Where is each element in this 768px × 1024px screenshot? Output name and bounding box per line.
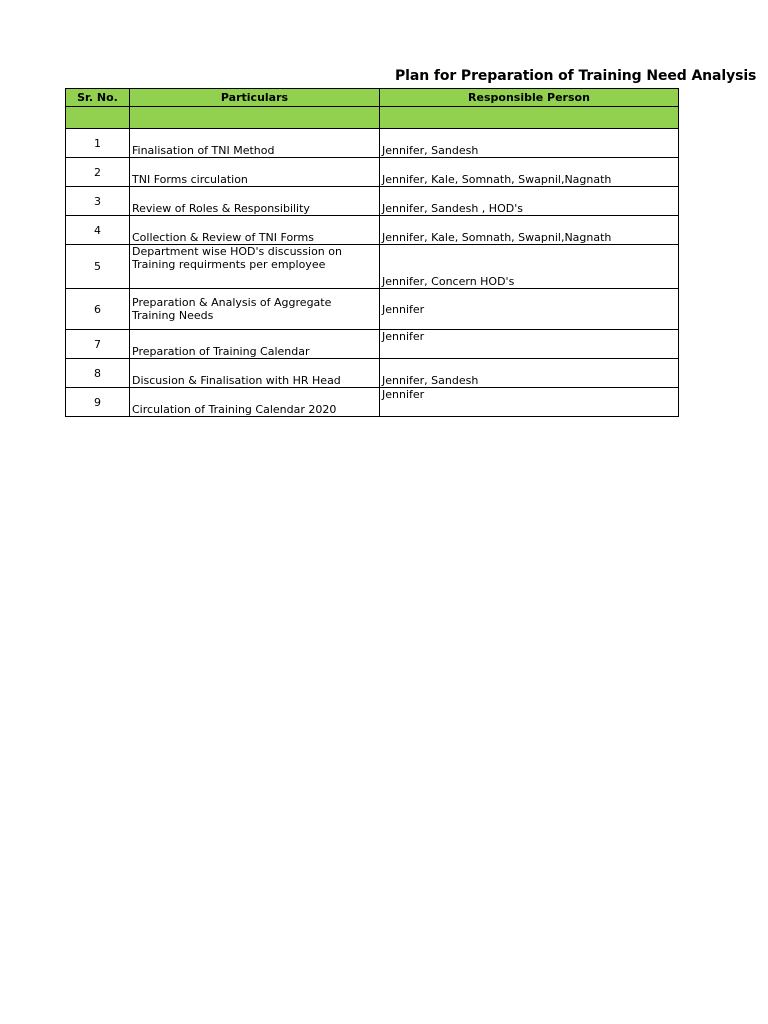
particulars-cell: Review of Roles & Responsibility (130, 187, 380, 216)
header-sr-no: Sr. No. (66, 89, 130, 107)
particulars-cell: TNI Forms circulation (130, 158, 380, 187)
spacer-cell (380, 107, 679, 129)
responsible-cell: Jennifer (380, 289, 679, 330)
table-row (66, 330, 679, 359)
responsible-cell: Jennifer (380, 388, 679, 417)
particulars-cell (130, 245, 380, 289)
table-row (66, 187, 679, 216)
table-row (66, 359, 679, 388)
page-title: Plan for Preparation of Training Need Analysis (395, 68, 757, 84)
particulars-cell: Finalisation of TNI Method (130, 129, 380, 158)
particulars-cell: Preparation of Training Calendar (130, 330, 380, 359)
particulars-text: Department wise HOD's discussion on Training requirments per employee (132, 245, 342, 271)
sr-no-cell: 8 (66, 359, 130, 388)
training-plan-table (65, 88, 679, 417)
spacer-cell (66, 107, 130, 129)
table-row (66, 216, 679, 245)
particulars-cell: Circulation of Training Calendar 2020 (130, 388, 380, 417)
responsible-cell: Jennifer, Kale, Somnath, Swapnil,Nagnath (380, 158, 679, 187)
sr-no-cell: 5 (66, 245, 130, 289)
header-particulars: Particulars (130, 89, 380, 107)
spacer-cell (130, 107, 380, 129)
particulars-cell: Collection & Review of TNI Forms (130, 216, 380, 245)
table-row (66, 289, 679, 330)
table-row (66, 129, 679, 158)
header-responsible-person: Responsible Person (380, 89, 679, 107)
responsible-cell: Jennifer, Sandesh (380, 129, 679, 158)
header-spacer-row (66, 107, 679, 129)
sr-no-cell: 2 (66, 158, 130, 187)
responsible-cell: Jennifer, Sandesh (380, 359, 679, 388)
sr-no-cell: 3 (66, 187, 130, 216)
responsible-cell: Jennifer (380, 330, 679, 359)
sr-no-cell: 4 (66, 216, 130, 245)
sr-no-cell: 1 (66, 129, 130, 158)
table-header-row (66, 89, 679, 107)
responsible-cell: Jennifer, Sandesh , HOD's (380, 187, 679, 216)
table-row (66, 158, 679, 187)
sr-no-cell: 9 (66, 388, 130, 417)
table-row (66, 245, 679, 289)
sr-no-cell: 7 (66, 330, 130, 359)
particulars-text: Preparation & Analysis of Aggregate Training Needs (132, 296, 332, 322)
responsible-cell: Jennifer, Kale, Somnath, Swapnil,Nagnath (380, 216, 679, 245)
particulars-cell (130, 289, 380, 330)
table-row (66, 388, 679, 417)
responsible-cell: Jennifer, Concern HOD's (380, 245, 679, 289)
particulars-cell: Discusion & Finalisation with HR Head (130, 359, 380, 388)
sr-no-cell: 6 (66, 289, 130, 330)
